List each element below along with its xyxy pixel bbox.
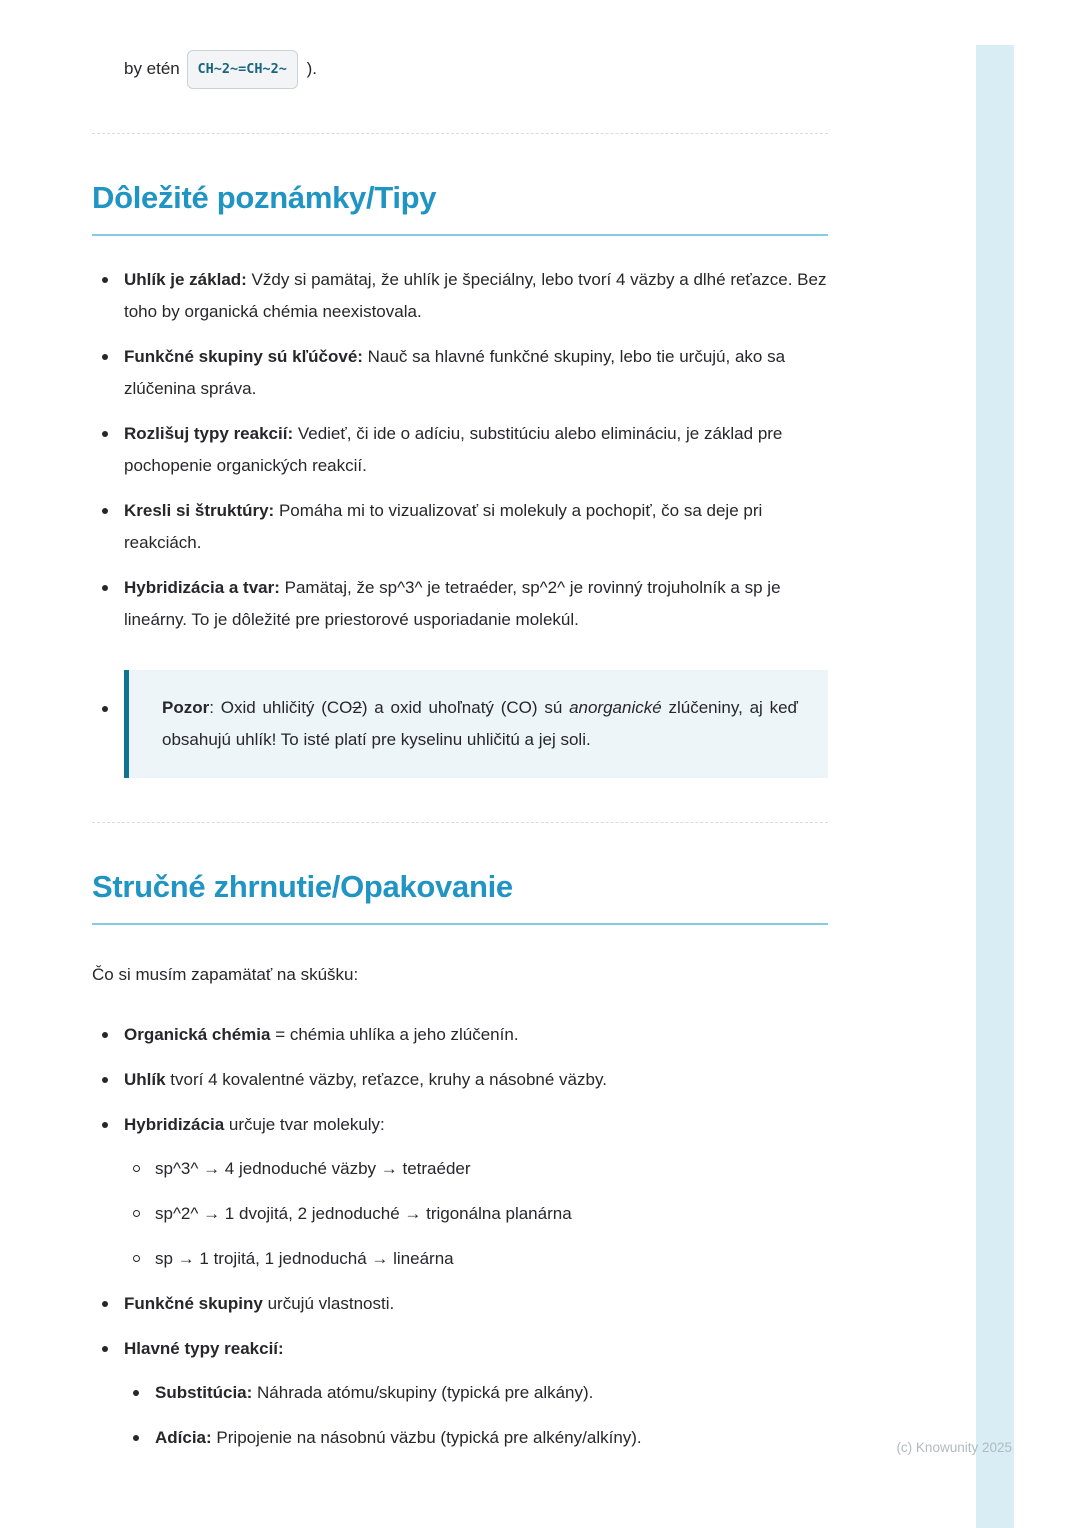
callout-warning [124, 670, 828, 778]
callout-struck-text: 2 [352, 698, 362, 717]
bullet-text: tvorí 4 kovalentné väzby, reťazce, kruhy a násobné väzby. [165, 1070, 607, 1089]
page-edge-stripe [976, 45, 1014, 1528]
bullet-text: určuje tvar molekuly: [224, 1115, 385, 1134]
bullet-text: Vždy si pamätaj, že uhlík je špeciálny, lebo tvorí 4 väzby a dlhé reťazce. Bez toho by organická chémia neexistovala. [124, 270, 827, 321]
list-item [92, 1019, 828, 1051]
bullet-lead: Funkčné skupiny sú kľúčové: [124, 347, 363, 366]
intro-suffix: ). [301, 59, 318, 78]
summary-intro: Čo si musím zapamätať na skúšku: [92, 965, 359, 984]
sub-list-item: sp^3^ → 4 jednoduché väzby → tetraéder [124, 1153, 828, 1185]
list-item [92, 572, 828, 636]
summary-list [92, 1019, 828, 1454]
section-divider [92, 133, 828, 134]
list-item [92, 341, 828, 405]
list-item [92, 1109, 828, 1275]
sub-list-item: sp → 1 trojitá, 1 jednoduchá → lineárna [124, 1243, 828, 1275]
bullet-lead: Uhlík [124, 1070, 166, 1089]
intro-text: by etén [124, 59, 185, 78]
document-content [92, 0, 828, 1467]
list-item [92, 418, 828, 482]
callout-text: ) a oxid uhoľnatý (CO) sú [361, 698, 570, 717]
list-item [92, 1064, 828, 1096]
bullet-lead: Uhlík je základ: [124, 270, 247, 289]
bullet-text: = chémia uhlíka a jeho zlúčenín. [270, 1025, 519, 1044]
list-item [92, 1288, 828, 1320]
bullet-text: Vedieť, či ide o adíciu, substitúciu alebo elimináciu, je základ pre pochopenie organických reakcií. [124, 424, 783, 475]
callout-text: : Oxid uhličitý (CO [209, 698, 353, 717]
sub-list-item [124, 1422, 828, 1454]
bullet-text: Pamätaj, že sp^3^ je tetraéder, sp^2^ je rovinný trojuholník a sp je lineárny. To je dôležité pre priestorové usporiadanie molekúl. [124, 578, 781, 629]
section-title-notes: Dôležité poznámky/Tipy [92, 180, 828, 236]
sub-list-item: sp^2^ → 1 dvojitá, 2 jednoduché → trigonálna planárna [124, 1198, 828, 1230]
list-item [92, 1333, 828, 1454]
bullet-lead: Hybridizácia [124, 1115, 225, 1134]
bullet-text: Pripojenie na násobnú väzbu (typická pre alkény/alkíny). [211, 1428, 642, 1447]
callout-paragraph [162, 692, 798, 756]
hybridization-sub-list [124, 1153, 828, 1275]
bullet-lead: Substitúcia: [155, 1383, 253, 1402]
bullet-lead: Organická chémia [124, 1025, 271, 1044]
list-item [92, 495, 828, 559]
list-item [92, 264, 828, 328]
bullet-text: Náhrada atómu/skupiny (typická pre alkány). [252, 1383, 594, 1402]
notes-list [92, 264, 828, 778]
bullet-lead: Rozlišuj typy reakcií: [124, 424, 294, 443]
bullet-lead: Funkčné skupiny [124, 1294, 263, 1313]
callout-text: zlúčeniny, aj keď obsahujú uhlík! To isté platí pre kyselinu uhličitú a jej soli. [162, 698, 798, 749]
formula-code-chip: CH~2~=CH~2~ [187, 50, 298, 89]
callout-lead: Pozor [162, 698, 210, 717]
bullet-lead: Adícia: [155, 1428, 212, 1447]
bullet-text: Pomáha mi to vizualizovať si molekuly a pochopiť, čo sa deje pri reakciách. [124, 501, 763, 552]
bullet-lead: Kresli si štruktúry: [124, 501, 275, 520]
bullet-lead: Hlavné typy reakcií: [124, 1339, 284, 1358]
sub-list-item [124, 1377, 828, 1409]
intro-line [124, 50, 828, 89]
bullet-lead: Hybridizácia a tvar: [124, 578, 280, 597]
copyright-notice: (c) Knowunity 2025 [896, 1440, 1012, 1455]
reaction-types-sub-list [124, 1377, 828, 1454]
callout-italic-text: anorganické [569, 698, 662, 717]
section-title-summary: Stručné zhrnutie/Opakovanie [92, 869, 828, 925]
bullet-text: určujú vlastnosti. [262, 1294, 395, 1313]
section-divider [92, 822, 828, 823]
bullet-text: Nauč sa hlavné funkčné skupiny, lebo tie určujú, ako sa zlúčenina správa. [124, 347, 786, 398]
callout-list-item [92, 670, 828, 778]
